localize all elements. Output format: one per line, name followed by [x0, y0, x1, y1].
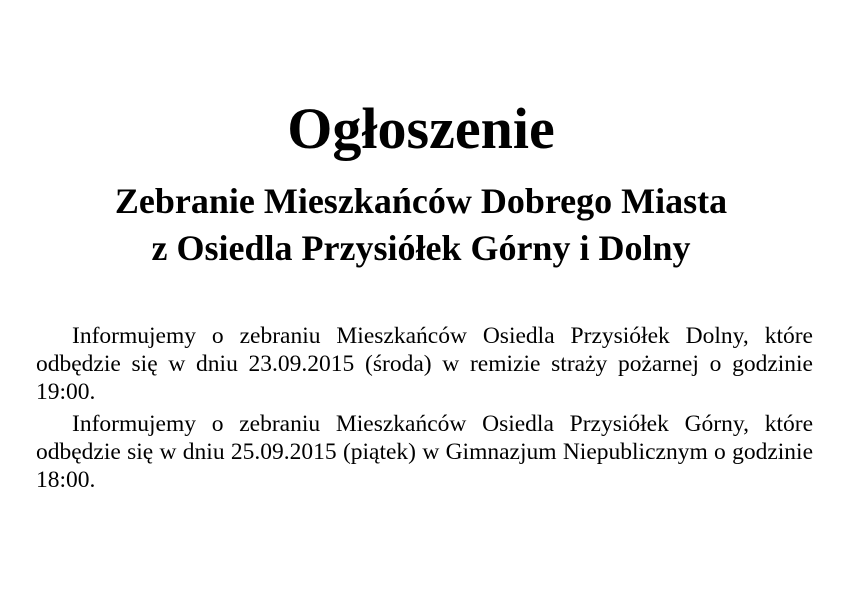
subtitle-line-1: Zebranie Mieszkańców Dobrego Miasta — [114, 181, 728, 221]
announcement-title: Ogłoszenie — [287, 96, 555, 161]
announcement-subtitle — [0, 178, 842, 272]
paragraph-gorny-meeting: Informujemy o zebraniu Mieszkańców Osiedla Przysiółek Górny, które odbędzie się w dniu 25.09.2015 (piątek) w Gimnazjum Niepublicznym o godzinie 18:00. — [36, 411, 813, 493]
announcement-body — [36, 322, 813, 494]
paragraph-dolny-meeting: Informujemy o zebraniu Mieszkańców Osiedla Przysiółek Dolny, które odbędzie się w dniu 23.09.2015 (środa) w remizie straży pożarnej o godzinie 19:00. — [36, 323, 813, 405]
subtitle-line-2: z Osiedla Przysiółek Górny i Dolny — [151, 228, 691, 268]
